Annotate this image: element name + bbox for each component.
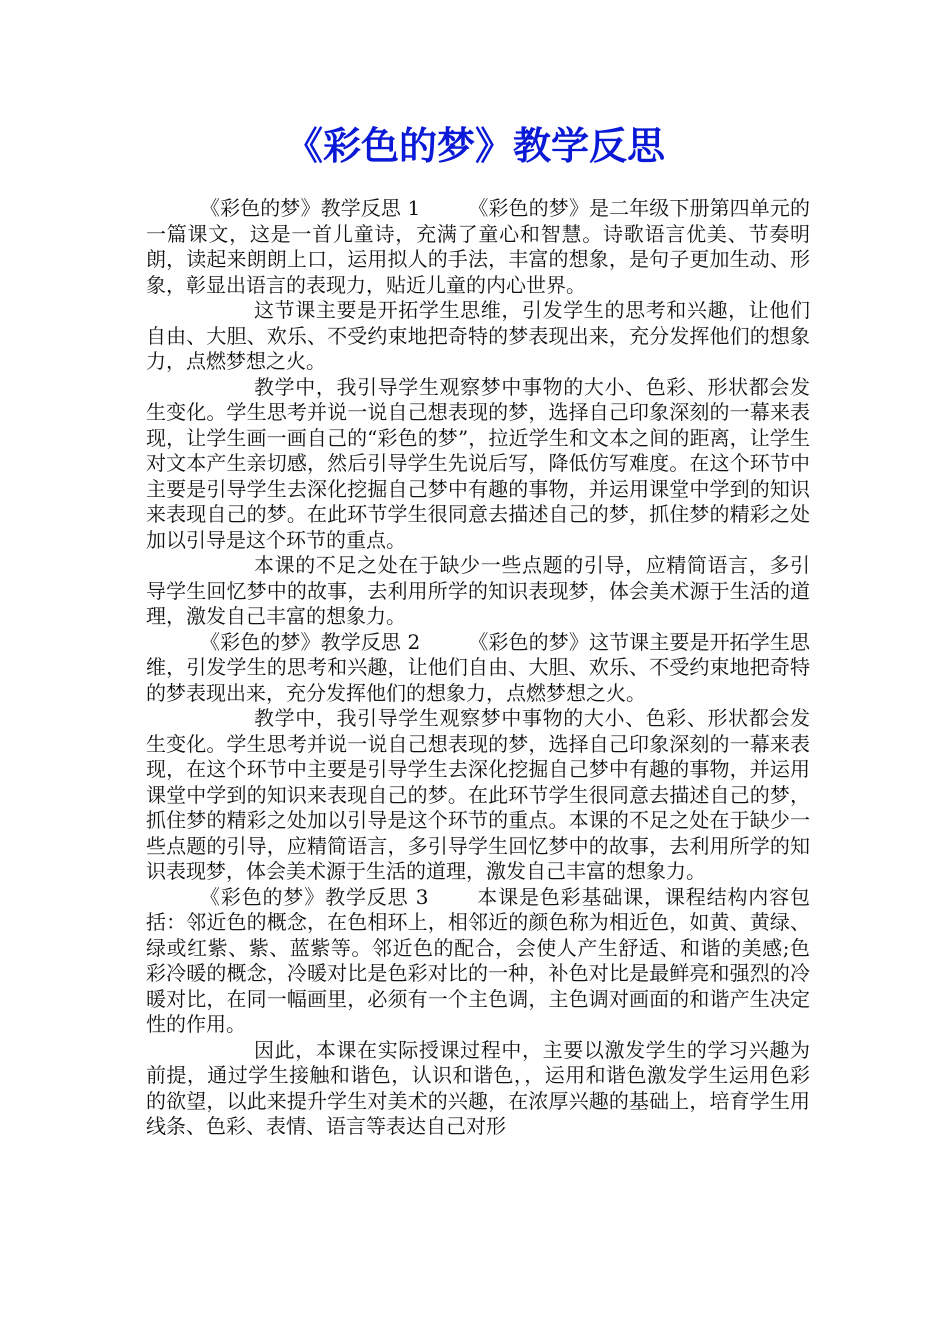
section-1-first-paragraph [146,196,810,298]
section-1-paragraph-3: 教学中，我引导学生观察梦中事物的大小、色彩、形状都会发生变化。学生思考并说一说自己想表现的梦，选择自己印象深刻的一幕来表现，让学生画一画自己的“彩色的梦”，拉近学生和文本之间的距离，让学生对文本产生亲切感，然后引导学生先说后写，降低仿写难度。在这个环节中主要是引导学生去深化挖掘自己梦中有趣的事物，并运用课堂中学到的知识来表现自己的梦。在此环节学生很同意去描述自己的梦，抓住梦的精彩之处加以引导是这个环节的重点。 [146,374,810,552]
section-1-paragraph-4: 本课的不足之处在于缺少一些点题的引导，应精简语言，多引导学生回忆梦中的故事，去利用所学的知识表现梦，体会美术源于生活的道理，激发自己丰富的想象力。 [146,553,810,628]
section-1-paragraph-1: 《彩色的梦》是二年级下册第四单元的一篇课文，这是一首儿童诗，充满了童心和智慧。诗歌语言优美、节奏明朗，读起来朗朗上口，运用拟人的手法，丰富的想象，是句子更加生动、形象，彰显出语言的表现力，贴近儿童的内心世界。 [146,196,810,297]
section-3-paragraph-1: 本课是色彩基础课，课程结构内容包括：邻近色的概念，在色相环上，相邻近的颜色称为相近色，如黄、黄绿、绿或红紫、紫、蓝紫等。邻近色的配合，会使人产生舒适、和谐的美感;色彩冷暖的概念，冷暖对比是色彩对比的一种，补色对比是最鲜亮和强烈的冷暖对比，在同一幅画里，必须有一个主色调，主色调对画面的和谐产生决定性的作用。 [146,884,810,1036]
section-2-paragraph-1: 《彩色的梦》这节课主要是开拓学生思维，引发学生的思考和兴趣，让他们自由、大胆、欢乐、不受约束地把奇特的梦表现出来，充分发挥他们的想象力，点燃梦想之火。 [146,629,810,705]
section-2-first-paragraph [146,630,810,707]
document-body [146,196,810,1140]
document-title: 《彩色的梦》教学反思 [284,123,665,168]
section-1-paragraph-2: 这节课主要是开拓学生思维，引发学生的思考和兴趣，让他们自由、大胆、欢乐、不受约束地把奇特的梦表现出来，充分发挥他们的想象力，点燃梦想之火。 [146,298,810,373]
section-3-paragraph-2: 因此，本课在实际授课过程中，主要以激发学生的学习兴趣为前提，通过学生接触和谐色，认识和谐色，，运用和谐色激发学生运用色彩的欲望，以此来提升学生对美术的兴趣，在浓厚兴趣的基础上，培育学生用线条、色彩、表情、语言等表达自己对形 [146,1037,810,1138]
section-3-heading: 《彩色的梦》教学反思 3 [200,884,429,909]
section-2-paragraph-2: 教学中，我引导学生观察梦中事物的大小、色彩、形状都会发生变化。学生思考并说一说自己想表现的梦，选择自己印象深刻的一幕来表现，在这个环节中主要是引导学生去深化挖掘自己梦中有趣的事物，并运用课堂中学到的知识来表现自己的梦。在此环节学生很同意去描述自己的梦，抓住梦的精彩之处加以引导是这个环节的重点。本课的不足之处在于缺少一些点题的引导，应精简语言，多引导学生回忆梦中的故事，去利用所学的知识表现梦，体会美术源于生活的道理，激发自己丰富的想象力。 [146,706,810,883]
section-1-heading: 《彩色的梦》教学反思 1 [200,196,421,220]
section-2-heading: 《彩色的梦》教学反思 2 [200,629,421,654]
section-3-first-paragraph [146,885,810,1038]
